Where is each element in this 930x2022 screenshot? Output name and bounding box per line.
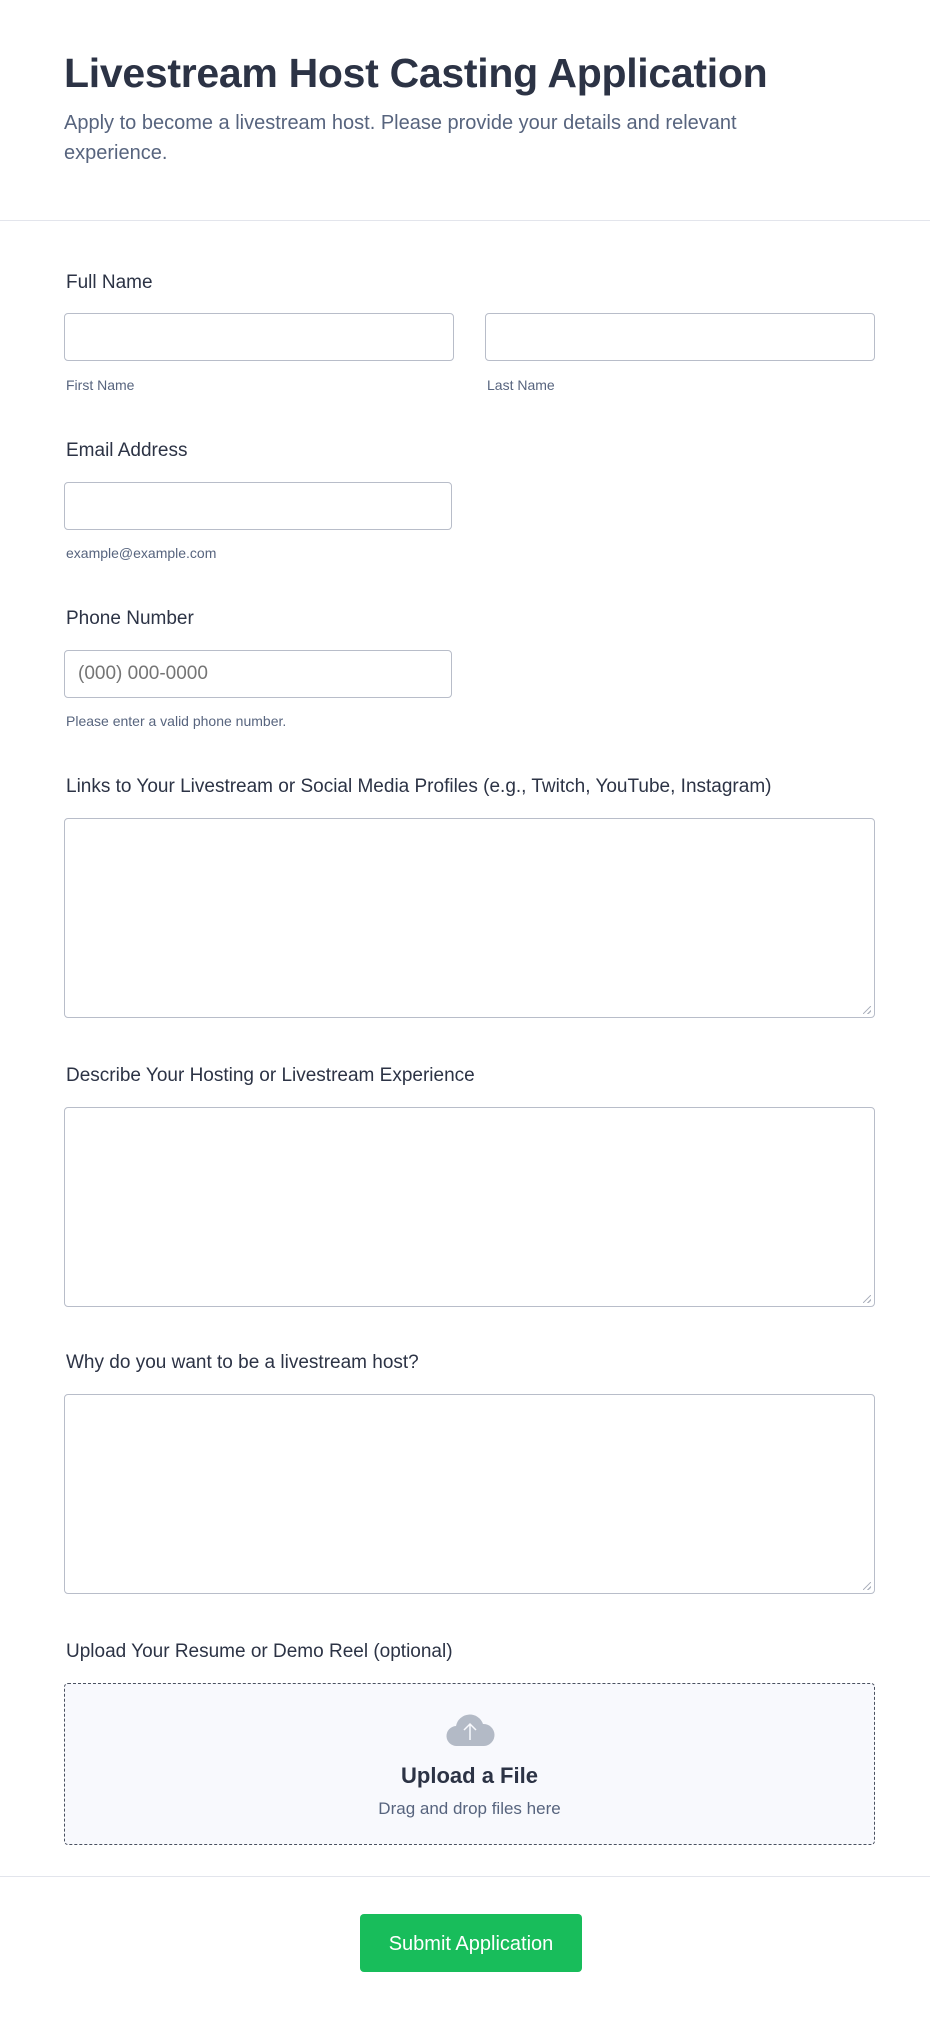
- upload-label: Upload Your Resume or Demo Reel (optional): [66, 1641, 453, 1662]
- experience-label: Describe Your Hosting or Livestream Experience: [66, 1065, 475, 1086]
- why-label: Why do you want to be a livestream host?: [66, 1352, 419, 1373]
- email-input[interactable]: [64, 482, 452, 530]
- cloud-upload-icon: [445, 1712, 495, 1748]
- phone-label: Phone Number: [66, 608, 194, 629]
- email-label: Email Address: [66, 440, 188, 461]
- resize-handle-icon[interactable]: [863, 1295, 871, 1303]
- why-textarea[interactable]: [64, 1394, 875, 1594]
- page-title: Livestream Host Casting Application: [64, 50, 768, 96]
- first-name-sublabel: First Name: [66, 377, 135, 393]
- phone-input[interactable]: [64, 650, 452, 698]
- file-dropzone[interactable]: [64, 1683, 875, 1845]
- first-name-input[interactable]: [64, 313, 454, 361]
- links-label: Links to Your Livestream or Social Media Profiles (e.g., Twitch, YouTube, Instagram): [66, 776, 772, 797]
- resize-handle-icon[interactable]: [863, 1582, 871, 1590]
- last-name-sublabel: Last Name: [487, 377, 555, 393]
- upload-hint: Drag and drop files here: [378, 1799, 561, 1818]
- page-subtitle: Apply to become a livestream host. Please provide your details and relevant experience.: [64, 112, 737, 164]
- links-textarea[interactable]: [64, 818, 875, 1018]
- footer-divider: [0, 1876, 930, 1877]
- full-name-label: Full Name: [66, 272, 153, 293]
- last-name-input[interactable]: [485, 313, 875, 361]
- phone-hint: Please enter a valid phone number.: [66, 713, 287, 729]
- upload-title: Upload a File: [401, 1763, 538, 1788]
- email-hint: example@example.com: [66, 545, 217, 561]
- submit-button[interactable]: Submit Application: [360, 1914, 582, 1972]
- experience-textarea[interactable]: [64, 1107, 875, 1307]
- header-divider: [0, 220, 930, 221]
- resize-handle-icon[interactable]: [863, 1006, 871, 1014]
